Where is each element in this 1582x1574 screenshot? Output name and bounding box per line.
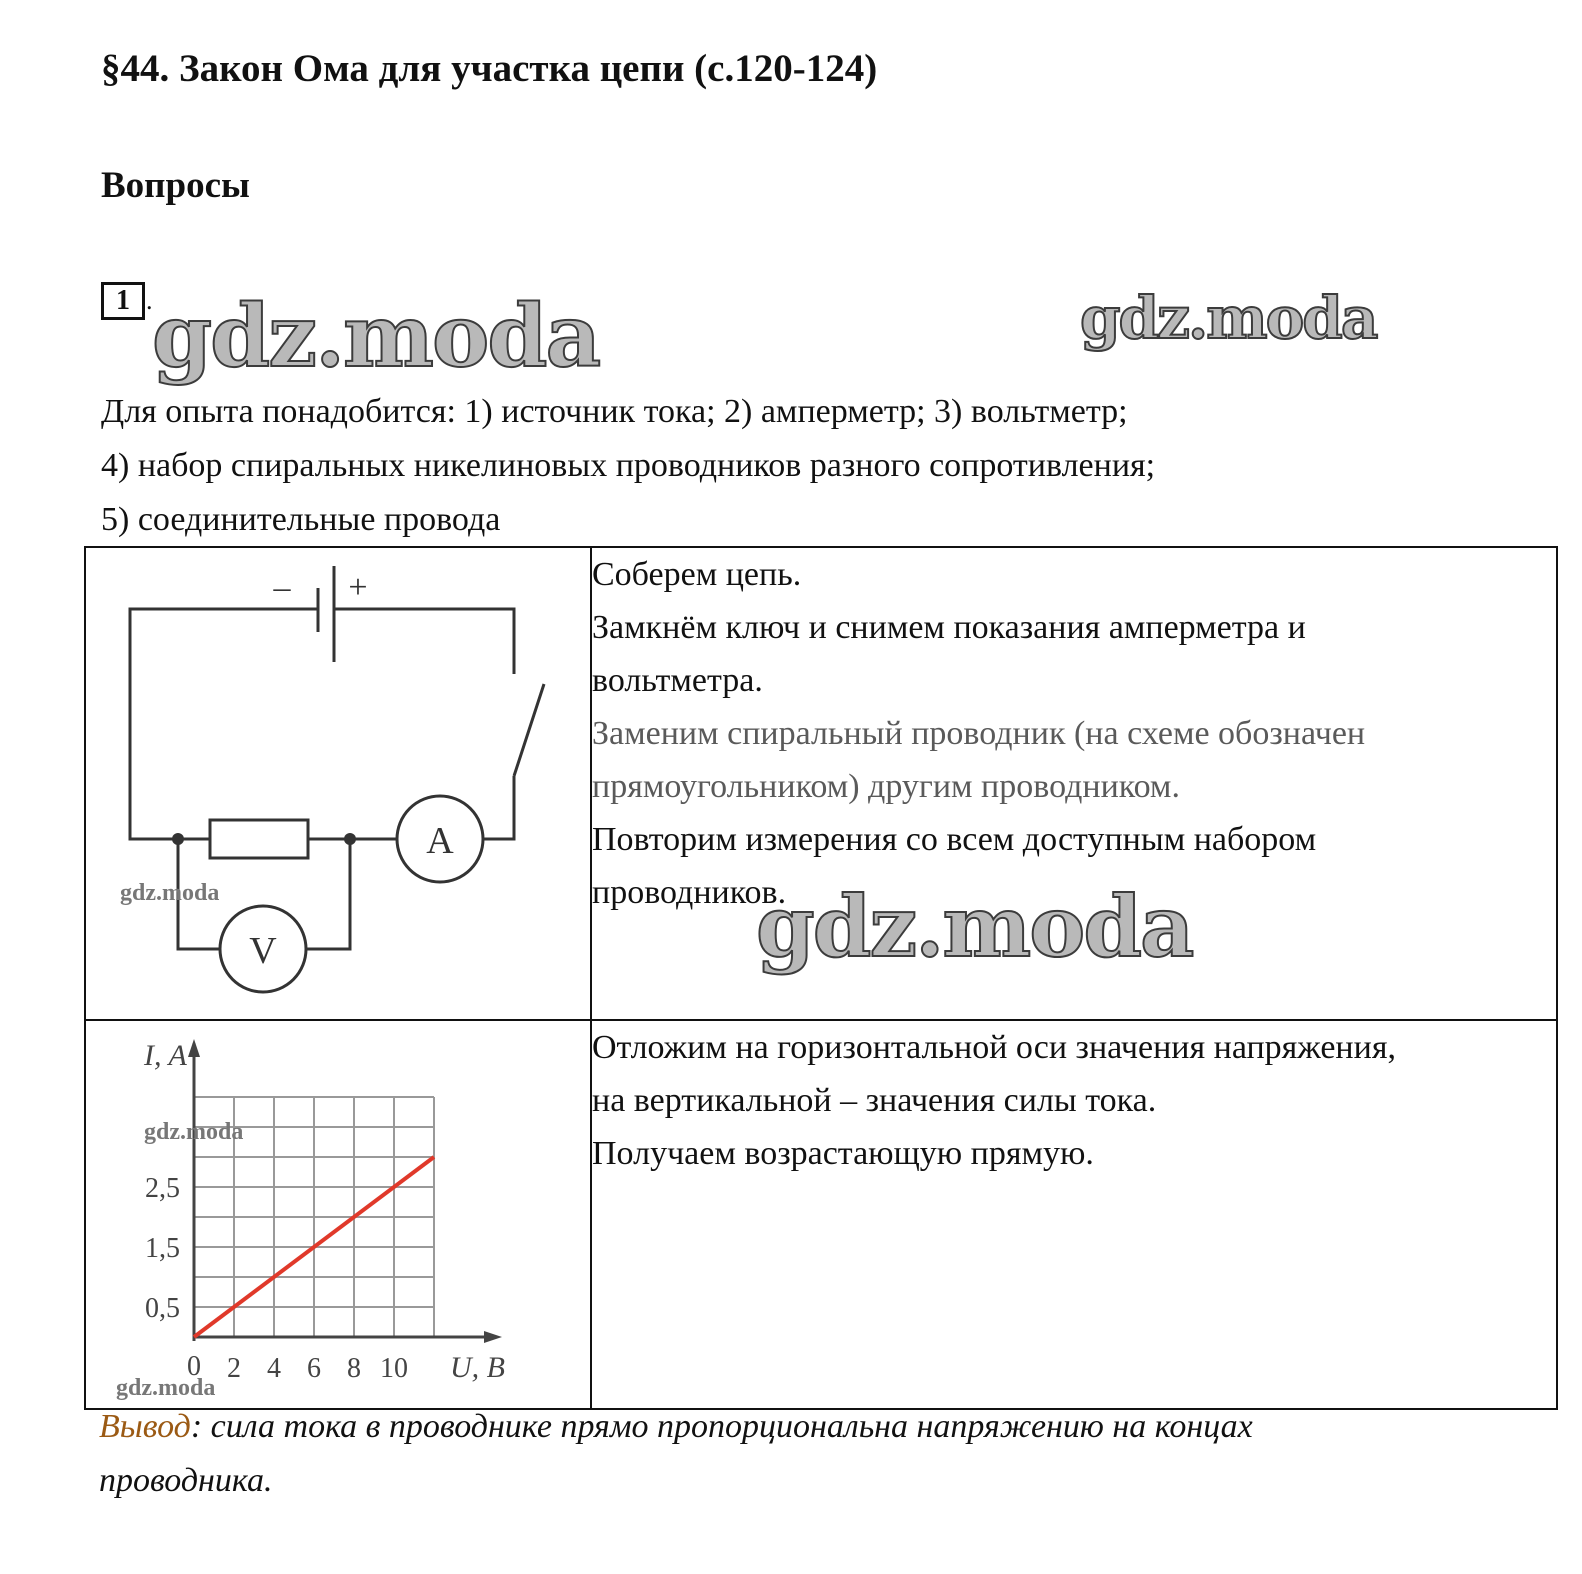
watermark-logo: gdz.moda	[144, 1119, 244, 1145]
wire	[306, 839, 350, 949]
y-tick-label: 2,5	[145, 1173, 180, 1204]
graph-cell	[85, 1020, 591, 1409]
wire	[130, 609, 318, 839]
junction-node	[344, 833, 356, 845]
watermark-logo: gdz.moda	[756, 877, 1193, 976]
materials-line: 4) набор спиральных никелиновых проводников разного сопротивления;	[101, 447, 1156, 484]
question-number-dot: .	[146, 286, 153, 315]
x-tick-label: 6	[307, 1353, 321, 1384]
x-tick-label: 8	[347, 1353, 361, 1384]
procedure-line: Заменим спиральный проводник (на схеме обозначен	[592, 715, 1366, 752]
x-axis-arrow	[484, 1331, 502, 1343]
experiment-table	[84, 546, 1558, 1410]
materials-list	[101, 385, 1155, 547]
watermark-logo: gdz.moda	[120, 880, 220, 906]
switch-blade	[514, 684, 544, 776]
section-heading: Вопросы	[101, 165, 250, 206]
materials-line: Для опыта понадобится: 1) источник тока; 2) амперметр; 3) вольтметр;	[101, 393, 1128, 430]
procedure-line: Замкнём ключ и снимем показания амперметра и	[592, 609, 1306, 646]
explanation-line: на вертикальной – значения силы тока.	[592, 1082, 1157, 1119]
explanation-line: Отложим на горизонтальной оси значения напряжения,	[592, 1029, 1396, 1066]
procedure-line: Повторим измерения со всем доступным набором	[592, 821, 1317, 858]
conclusion-text-cont: проводника.	[99, 1462, 273, 1499]
table-row	[85, 547, 1557, 1020]
circuit-cell	[85, 547, 591, 1020]
y-tick-label: 0,5	[145, 1293, 180, 1324]
resistor	[210, 820, 308, 858]
procedure-line: проводников.	[592, 874, 787, 911]
materials-line: 5) соединительные провода	[101, 501, 501, 538]
junction-node	[172, 833, 184, 845]
conclusion-text: : сила тока в проводнике прямо пропорциональна напряжению на концах	[190, 1408, 1253, 1445]
x-axis-label: U, B	[450, 1351, 505, 1384]
wire	[334, 609, 514, 674]
battery-minus-label: –	[273, 569, 291, 606]
watermark-logo: gdz.moda	[116, 1375, 216, 1401]
y-axis-arrow	[188, 1039, 200, 1057]
battery-plus-label: +	[348, 569, 368, 606]
watermark-logo: gdz.moda	[152, 286, 600, 387]
x-tick-label: 2	[227, 1353, 241, 1384]
table-row	[85, 1020, 1557, 1409]
question-number-box: 1	[101, 282, 145, 320]
procedure-line: Соберем цепь.	[592, 556, 802, 593]
y-tick-label: 1,5	[145, 1233, 180, 1264]
graph-explanation	[591, 1020, 1557, 1409]
y-axis-label: I, A	[144, 1039, 187, 1072]
voltmeter-label: V	[249, 930, 277, 972]
wire	[483, 776, 514, 839]
procedure-text	[591, 547, 1557, 1020]
ammeter-label: A	[426, 820, 454, 862]
conclusion	[99, 1400, 1253, 1508]
current-voltage-graph	[86, 1021, 590, 1403]
page-title: §44. Закон Ома для участка цепи (с.120-124)	[101, 47, 878, 90]
conclusion-label: Вывод	[99, 1408, 191, 1445]
circuit-diagram	[86, 548, 590, 1014]
origin-label: 0	[187, 1351, 201, 1382]
procedure-line: вольтметра.	[592, 662, 763, 699]
x-tick-label: 4	[267, 1353, 281, 1384]
procedure-line: прямоугольником) другим проводником.	[592, 768, 1180, 805]
watermark-logo: gdz.moda	[1080, 284, 1377, 352]
explanation-line: Получаем возрастающую прямую.	[592, 1135, 1094, 1172]
x-tick-label: 10	[380, 1353, 408, 1384]
